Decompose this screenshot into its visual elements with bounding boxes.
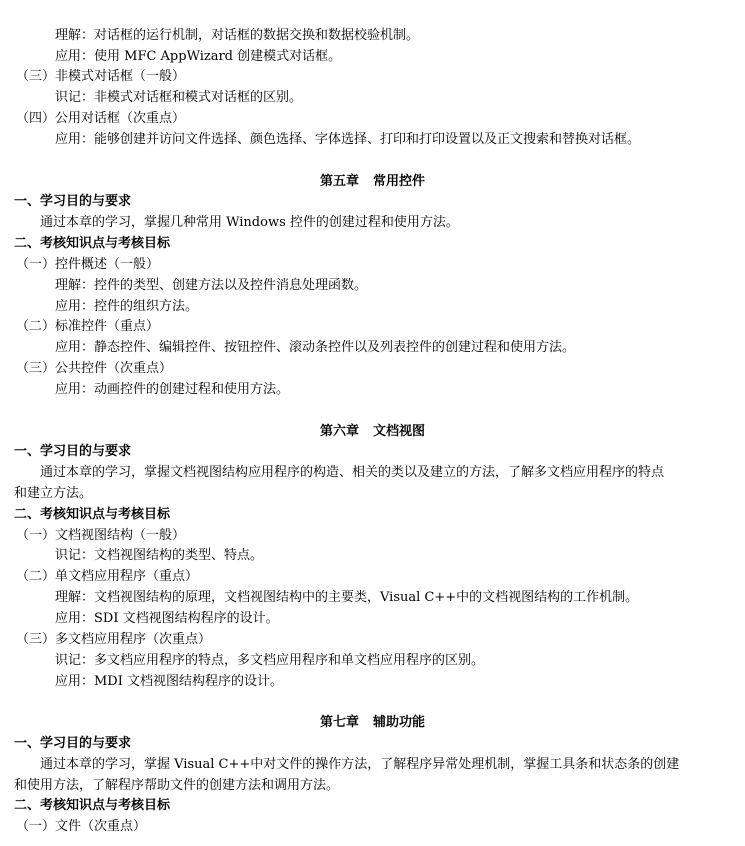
chapter-name: 常用控件 <box>373 174 426 189</box>
paragraph: 通过本章的学习，掌握 Visual C++中对文件的操作方法，了解程序异常处理机制，掌握工具条和状态条的创建 <box>40 757 680 772</box>
chapter-title <box>0 172 745 192</box>
text-line: 理解：控件的类型、创建方法以及控件消息处理函数。 <box>55 278 368 293</box>
section-heading: 二、考核知识点与考核目标 <box>14 236 171 251</box>
text-line: 应用：静态控件、编辑控件、按钮控件、滚动条控件以及列表控件的创建过程和使用方法。 <box>55 340 576 355</box>
subsection-heading: （二）标准控件（重点） <box>16 319 160 334</box>
section-heading: 二、考核知识点与考核目标 <box>14 507 171 522</box>
section-heading: 一、学习目的与要求 <box>14 444 132 459</box>
chapter-number: 第五章 <box>319 174 359 189</box>
text-line: 识记：文档视图结构的类型、特点。 <box>55 548 264 563</box>
paragraph: 通过本章的学习，掌握文档视图结构应用程序的构造、相关的类以及建立的方法，了解多文档应用程序的特点 <box>40 465 665 480</box>
text-line: 应用：控件的组织方法。 <box>55 299 199 314</box>
text-line: 理解：对话框的运行机制，对话框的数据交换和数据校验机制。 <box>55 28 420 43</box>
text-line: 应用：SDI 文档视图结构程序的设计。 <box>55 611 279 626</box>
text-line: 识记：非模式对话框和模式对话框的区别。 <box>55 90 303 105</box>
text-line: 理解：文档视图结构的原理，文档视图结构中的主要类，Visual C++中的文档视图结构的工作机制。 <box>55 590 639 605</box>
paragraph-continued: 和使用方法，了解程序帮助文件的创建方法和调用方法。 <box>14 778 340 793</box>
chapter-number: 第七章 <box>319 715 359 730</box>
subsection-heading: （一）文档视图结构（一般） <box>16 528 186 543</box>
section-heading: 一、学习目的与要求 <box>14 194 132 209</box>
subsection-heading: （一）文件（次重点） <box>16 819 147 834</box>
section-heading: 二、考核知识点与考核目标 <box>14 798 171 813</box>
text-line: 应用：能够创建并访问文件选择、颜色选择、字体选择、打印和打印设置以及正文搜索和替换对话框。 <box>55 132 641 147</box>
paragraph-continued: 和建立方法。 <box>14 486 93 501</box>
text-line: 应用：动画控件的创建过程和使用方法。 <box>55 382 290 397</box>
text-line: 识记：多文档应用程序的特点，多文档应用程序和单文档应用程序的区别。 <box>55 653 485 668</box>
chapter-name: 文档视图 <box>373 424 426 439</box>
subsection-heading: （三）公共控件（次重点） <box>16 361 173 376</box>
chapter-number: 第六章 <box>319 424 359 439</box>
chapter-name: 辅助功能 <box>373 715 426 730</box>
subsection-heading: （四）公用对话框（次重点） <box>16 111 186 126</box>
subsection-heading: （三）非模式对话框（一般） <box>16 69 186 84</box>
chapter-title <box>0 713 745 733</box>
subsection-heading: （三）多文档应用程序（次重点） <box>16 632 212 647</box>
subsection-heading: （一）控件概述（一般） <box>16 257 160 272</box>
paragraph: 通过本章的学习，掌握几种常用 Windows 控件的创建过程和使用方法。 <box>40 215 459 230</box>
section-heading: 一、学习目的与要求 <box>14 736 132 751</box>
text-line: 应用：MDI 文档视图结构程序的设计。 <box>55 674 284 689</box>
subsection-heading: （二）单文档应用程序（重点） <box>16 569 199 584</box>
text-line: 应用：使用 MFC AppWizard 创建模式对话框。 <box>55 49 342 64</box>
chapter-title <box>0 422 745 442</box>
